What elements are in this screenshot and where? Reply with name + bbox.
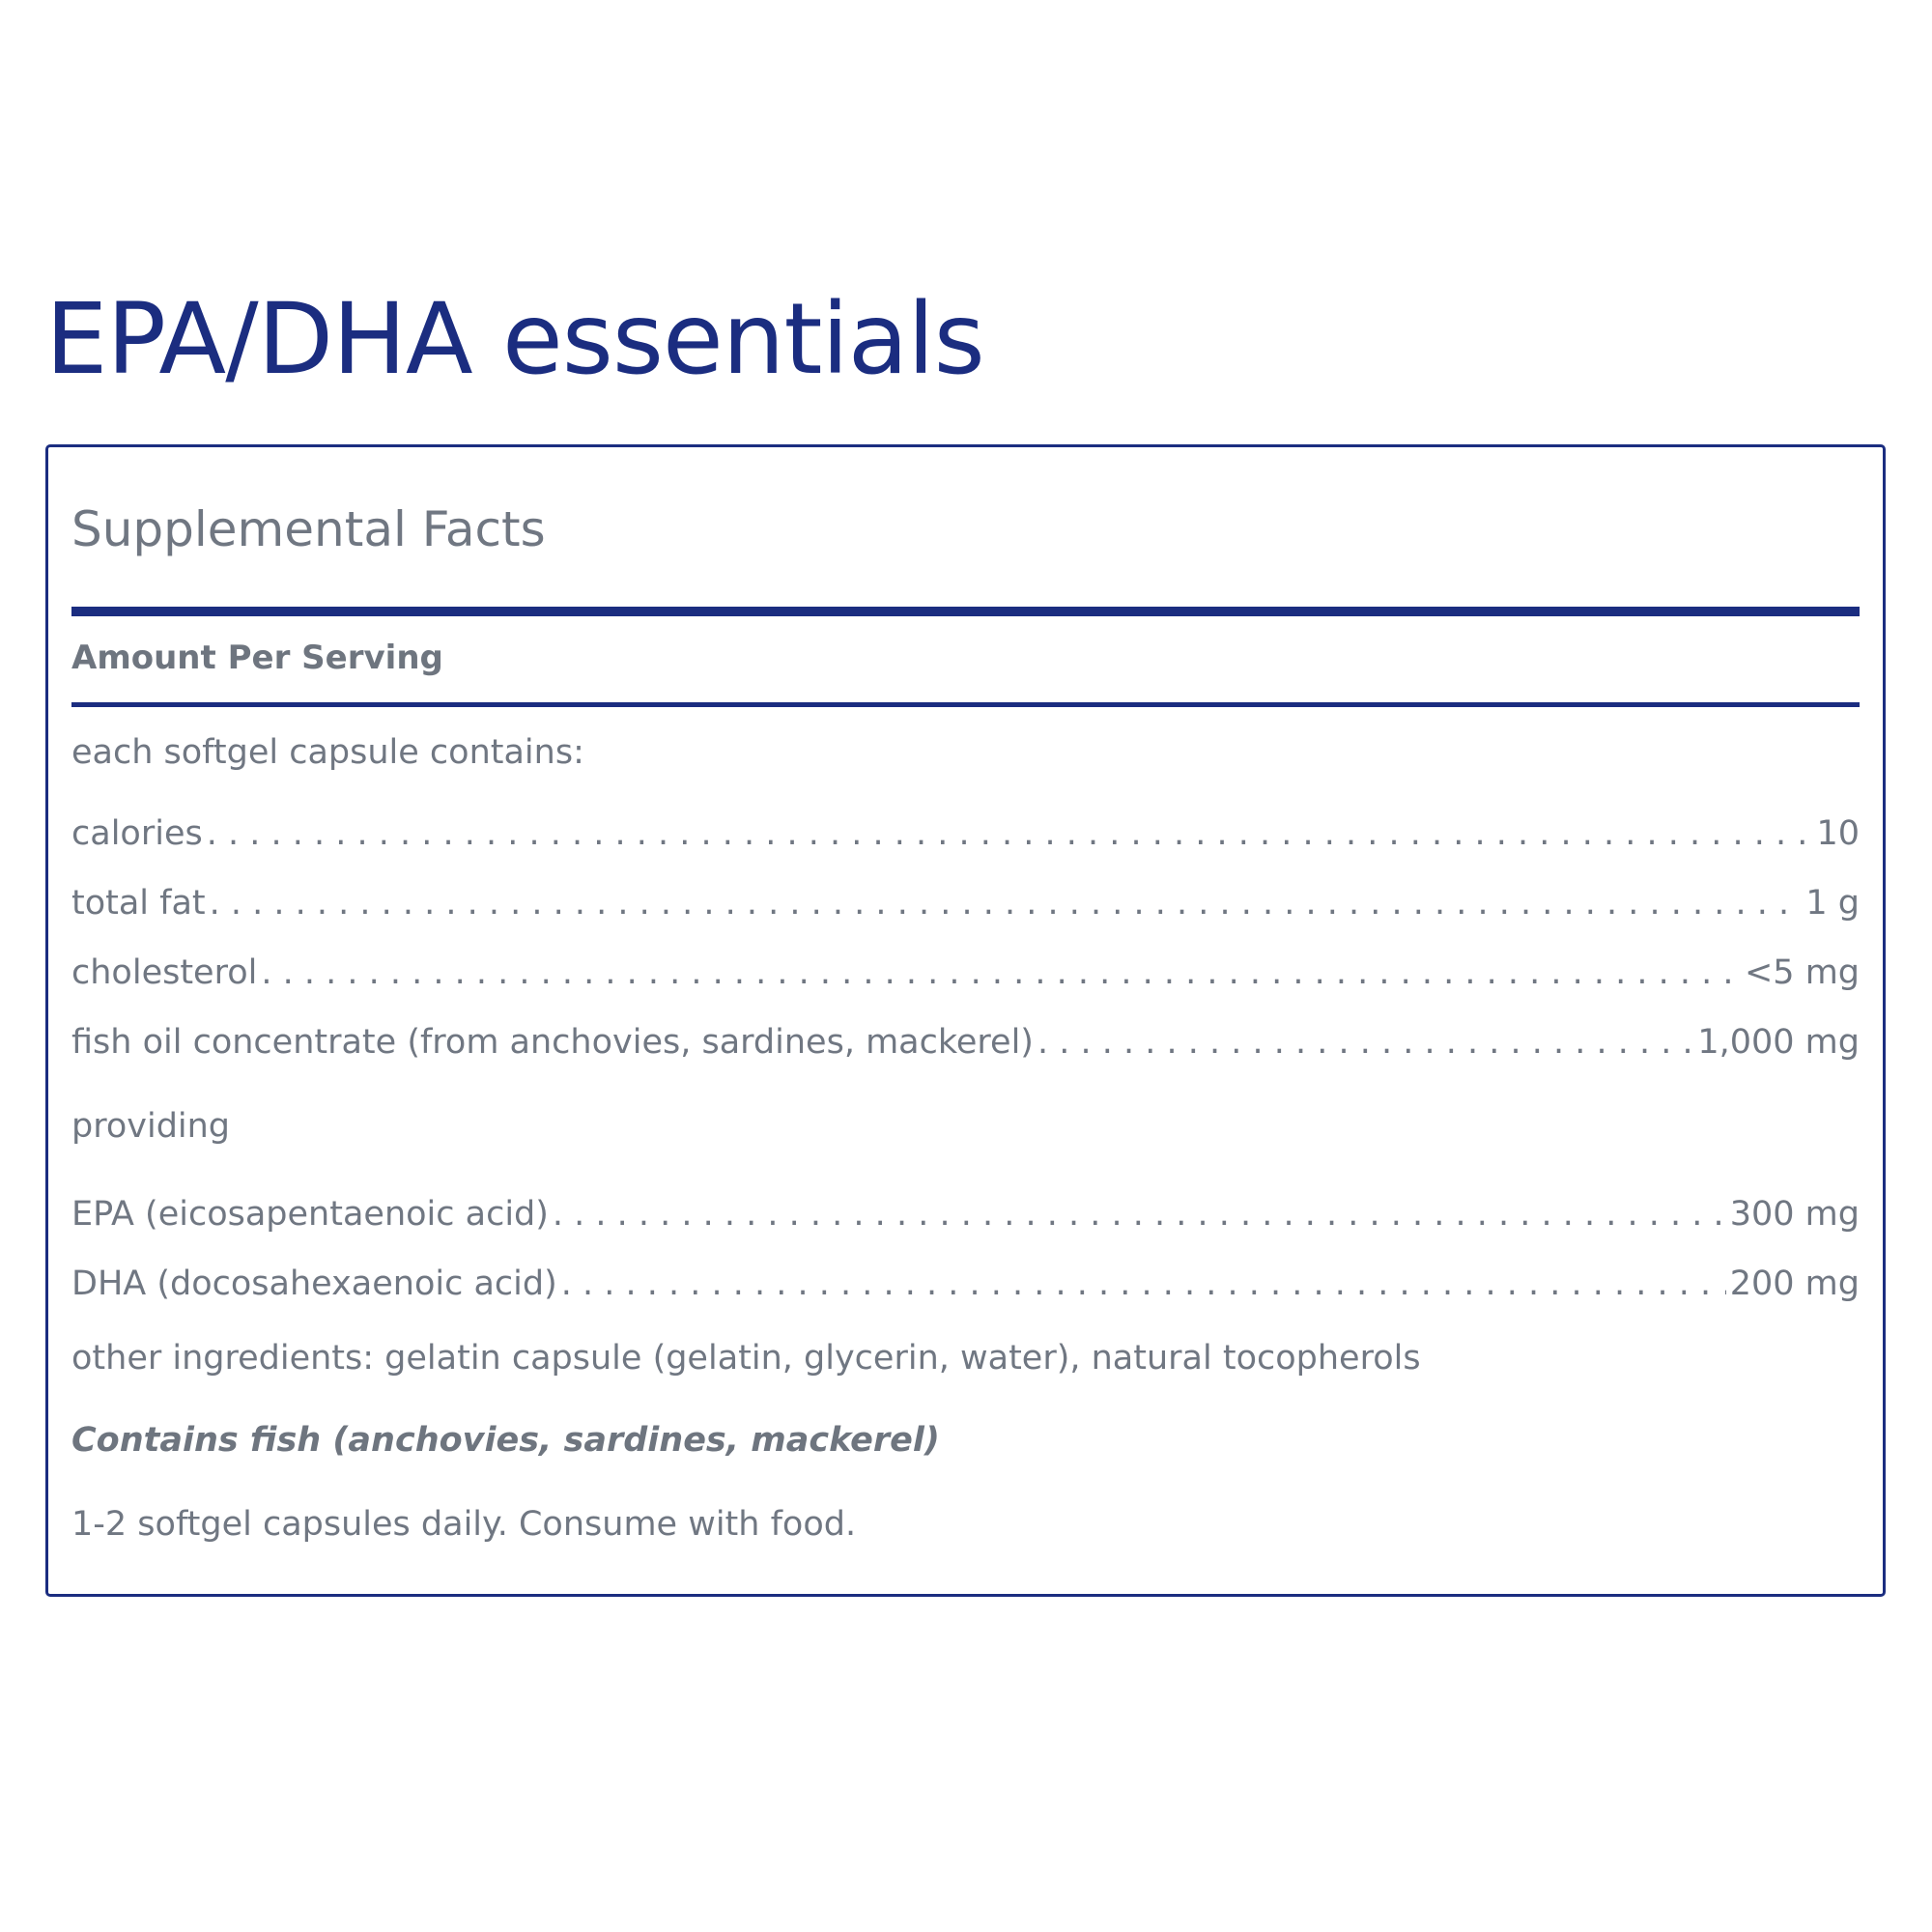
directions: 1-2 softgel capsules daily. Consume with food. — [71, 1505, 857, 1544]
nutrient-row-calories — [71, 807, 1860, 861]
serving-intro: each softgel capsule contains: — [71, 733, 584, 772]
supplement-facts-content — [71, 447, 1860, 1594]
dot-leader — [207, 807, 1813, 861]
nutrient-name: calories — [71, 814, 203, 853]
facts-heading: Supplemental Facts — [71, 501, 546, 557]
dot-leader — [261, 946, 1741, 1000]
nutrient-name: total fat — [71, 884, 206, 923]
supplement-facts-panel — [45, 444, 1886, 1597]
dot-leader — [553, 1187, 1726, 1241]
product-title: EPA/DHA essentials — [45, 282, 984, 397]
amount-per-serving-header: Amount Per Serving — [71, 639, 443, 677]
nutrient-value: 200 mg — [1729, 1264, 1860, 1303]
thick-divider — [71, 607, 1860, 616]
providing-label: providing — [71, 1107, 231, 1146]
nutrient-row-dha — [71, 1257, 1860, 1311]
dot-leader — [210, 876, 1803, 930]
nutrient-value: <5 mg — [1744, 953, 1860, 992]
nutrient-row-epa — [71, 1187, 1860, 1241]
dot-leader — [561, 1257, 1726, 1311]
nutrient-value: 10 — [1816, 814, 1860, 853]
thin-divider — [71, 702, 1860, 707]
nutrient-name: DHA (docosahexaenoic acid) — [71, 1264, 557, 1303]
nutrient-row-cholesterol — [71, 946, 1860, 1000]
nutrient-value: 1 g — [1805, 884, 1860, 923]
nutrient-value: 300 mg — [1729, 1195, 1860, 1234]
nutrient-name: fish oil concentrate (from anchovies, sardines, mackerel) — [71, 1023, 1034, 1062]
nutrient-name: cholesterol — [71, 953, 258, 992]
dot-leader — [1037, 1015, 1693, 1069]
allergen-statement: Contains fish (anchovies, sardines, mackerel) — [71, 1421, 940, 1460]
nutrient-row-fish-oil — [71, 1015, 1860, 1069]
nutrient-row-total-fat — [71, 876, 1860, 930]
nutrient-value: 1,000 mg — [1697, 1023, 1860, 1062]
other-ingredients: other ingredients: gelatin capsule (gelatin, glycerin, water), natural tocopherols — [71, 1339, 1421, 1378]
nutrient-name: EPA (eicosapentaenoic acid) — [71, 1195, 549, 1234]
